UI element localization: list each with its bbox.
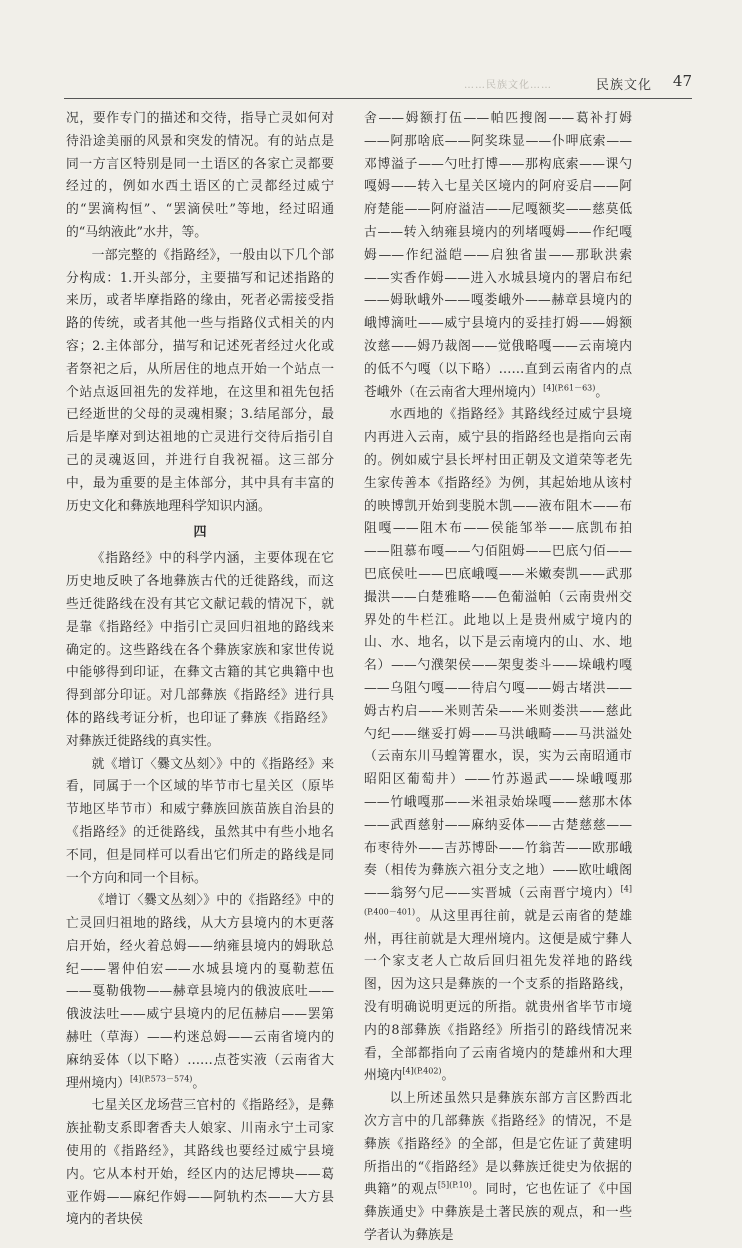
paragraph-text: 舍——姆额打伍——帕匹搜阁——葛补打姆——阿那啥底——阿奖珠显——仆呷底索——邓博溢子——勺吐打博——那构底索——课勺嘎姆——转入七星关区境内的阿府妥启——阿府楚能——阿府溢洁——尼嘎额奖——慈莫低古——转入纳雍县境内的列堵嘎姆——作纪嘎姆——作纪溢皑——启独省蚩——那耿洪索——实香作姆——进入水城县境内的署启布纪——姆耿峨外——嘎娄峨外——赫章县境内的峨博滴吐——威宁县境内的妥挂打姆——姆额汝慈——姆乃裁阁——觉俄略嘎——云南境内的低不勺嘎（以下略）……直到云南省内的点苍峨外（在云南省大理州境内） bbox=[364, 111, 632, 400]
paragraph: 况，要作专门的描述和交待，指导亡灵如何对待沿途美丽的风景和突发的情况。有的站点是同一方言区特别是同一土语区的各家亡灵都要经过的，例如水西土语区的亡灵都经过威宁的“罢滴构恒”、“罢滴侯吐”等地，经过昭通的“马纳液此”水井，等。 bbox=[66, 111, 334, 240]
paragraph: 就《增订〈爨文丛刻〉》中的《指路经》来看，同属于一个区域的毕节市七星关区（原毕节地区毕节市）和威宁彝族回族苗族自治县的《指路经》的迁徙路线，虽然其中有些小地名不同，但是同样可以看出它们所走的路线是同一个方向和同一个目标。 bbox=[66, 756, 334, 886]
paragraph-text: 。同时，它也佐证了《中国彝族通史》中彝族是土著民族的观点，和一些学者认为彝族是 bbox=[364, 1182, 632, 1244]
paragraph: 《指路经》中的科学内涵，主要体现在它历史地反映了各地彝族古代的迁徙路线，而这些迁徙路线在没有其它文献记载的情况下，就是靠《指路经》中指引亡灵回归祖地的路线来确定的。这些路线在各个彝族家族和家世传说中能够得到印证，在彝文古籍的其它典籍中也得到部分印证。对几部彝族《指路经》进行具体的路线考证分析，也印证了彝族《指路经》对彝族迁徙路线的真实性。 bbox=[66, 551, 334, 749]
paragraph-text: 。 bbox=[192, 1075, 206, 1091]
paragraph bbox=[364, 108, 632, 404]
paragraph-text: 。从这里再往前，就是云南省的楚雄州，再往前就是大理州境内。这便是威宁彝人一个家支老人亡故后回归祖先发祥地的路线图，因为这只是彝族的一个支系的指路路线，没有明确说明更远的所指。就贵州省毕节市境内的8部彝族《指路经》所指引的路线情况来看，全部都指向了云南省境内的楚雄州和大理州境内 bbox=[364, 908, 632, 1084]
citation-superscript: [4](P.573－574) bbox=[129, 1074, 193, 1084]
journal-name: 民族文化 bbox=[595, 78, 652, 93]
paragraph bbox=[364, 404, 632, 1088]
right-column bbox=[364, 108, 632, 1248]
paragraph-text: 。 bbox=[441, 1068, 455, 1084]
paragraph-text: 水西地的《指路经》其路线经过威宁县境内再进入云南，威宁县的指路经也是指向云南的。例如威宁县长坪村田正朝及文道荣等老先生家传善本《指路经》为例，其起始地从该村的映博凯开始到斐脱木凯——液布阻木——布阻嘎——阻木布——侯能邹举——底凯布拍——阻慕布嘎——勺佰阻姆——巴底勺佰——巴底侯吐——巴底峨嘎——米嫩奏凯——武那撮洪——白楚雅略——色葡溢帕（云南贵州交界处的牛栏江。此地以上是贵州威宁境内的山、水、地名，以下是云南境内的山、水、地名）——勺濮架侯——架叟娄斗——垛峨杓嘎——乌阻勺嘎——待启勺嘎——姆古堵洪——姆古杓启——米则苦朵——米则娄洪——慈此勺纪——继妥打姆——马洪峨畸——马洪溢处（云南东川马蝗箐瞿水，误，实为云南昭通市昭阳区葡萄井）——竹苏遏武——垛峨嘎那——竹峨嘎那——米祖录始垛嘎——慈那木体——武酉慈射——麻纳妥体——古楚慈慈——布枣待外——吉苏博卧——竹翁苦——欧那峨奏（相传为彝族六祖分支之地）——欧吐峨阁——翁努勺尼——实晋城（云南晋宁境内） bbox=[364, 407, 632, 902]
paragraph: 一部完整的《指路经》，一般由以下几个部分构成：1.开头部分，主要描写和记述指路的来历，或者毕摩指路的缘由，死者必需接受指路的传统，或者其他一些与指路仪式相关的内容；2.主体部分，描写和记述死者经过火化或者祭祀之后，从所居住的地点开始一个站点一个站点返回祖先的发祥地，在这里和祖先包括已经逝世的父母的灵魂相聚；3.结尾部分，最后是毕摩对到达祖地的亡灵进行交待后指引自己的灵魂返回，并进行自我祝福。这三部分中，最为重要的是主体部分，其中具有丰富的历史文化和彝族地理科学知识内涵。 bbox=[66, 247, 334, 514]
paragraph bbox=[364, 1088, 632, 1248]
paragraph bbox=[66, 890, 334, 1095]
section-heading: 四 bbox=[193, 525, 207, 541]
page-number: 47 bbox=[672, 72, 692, 90]
citation-superscript: [5](P.10) bbox=[437, 1181, 472, 1191]
paragraph-text: 。 bbox=[595, 384, 609, 400]
left-column bbox=[66, 108, 334, 1232]
citation-superscript: [4](P.402) bbox=[402, 1067, 442, 1077]
citation-superscript: [4](P.61－63) bbox=[543, 383, 596, 393]
citation-superscript: [4](P.400－401) bbox=[364, 884, 632, 917]
paragraph-text: 以上所述虽然只是彝族东部方言区黔西北次方言中的几部彝族《指路经》的情况，不是彝族《指路经》的全部，但是它佐证了黄建明所指出的“《指路经》是以彝族迁徙史为依据的典籍”的观点 bbox=[364, 1091, 632, 1198]
paragraph: 七星关区龙场营三官村的《指路经》，是彝族扯勒支系即奢香夫人娘家、川南永宁土司家使用的《指路经》，其路线也要经过威宁县境内。它从本村开始，经区内的达尼博块——葛亚作姆——麻纪作姆——阿轨杓杰——大方县境内的者块侯 bbox=[66, 1098, 334, 1228]
faint-header-text: ……民族文化…… bbox=[464, 80, 552, 91]
running-header bbox=[64, 72, 692, 99]
paragraph-text: 《增订〈爨文丛刻〉》中的《指路经》中的亡灵回归祖地的路线，从大方县境内的木更落启开始，经火着总姆——纳雍县境内的姆耿总纪——署仲伯宏——水城县境内的戛勒惹伍——戛勒俄物——赫章县境内的俄波底吐——俄波法吐——威宁县境内的尼伍赫启——罢第赫吐（草海）——杓迷总姆——云南省境内的麻纳妥体（以下略）……点苍实液（云南省大理州境内） bbox=[66, 893, 334, 1091]
